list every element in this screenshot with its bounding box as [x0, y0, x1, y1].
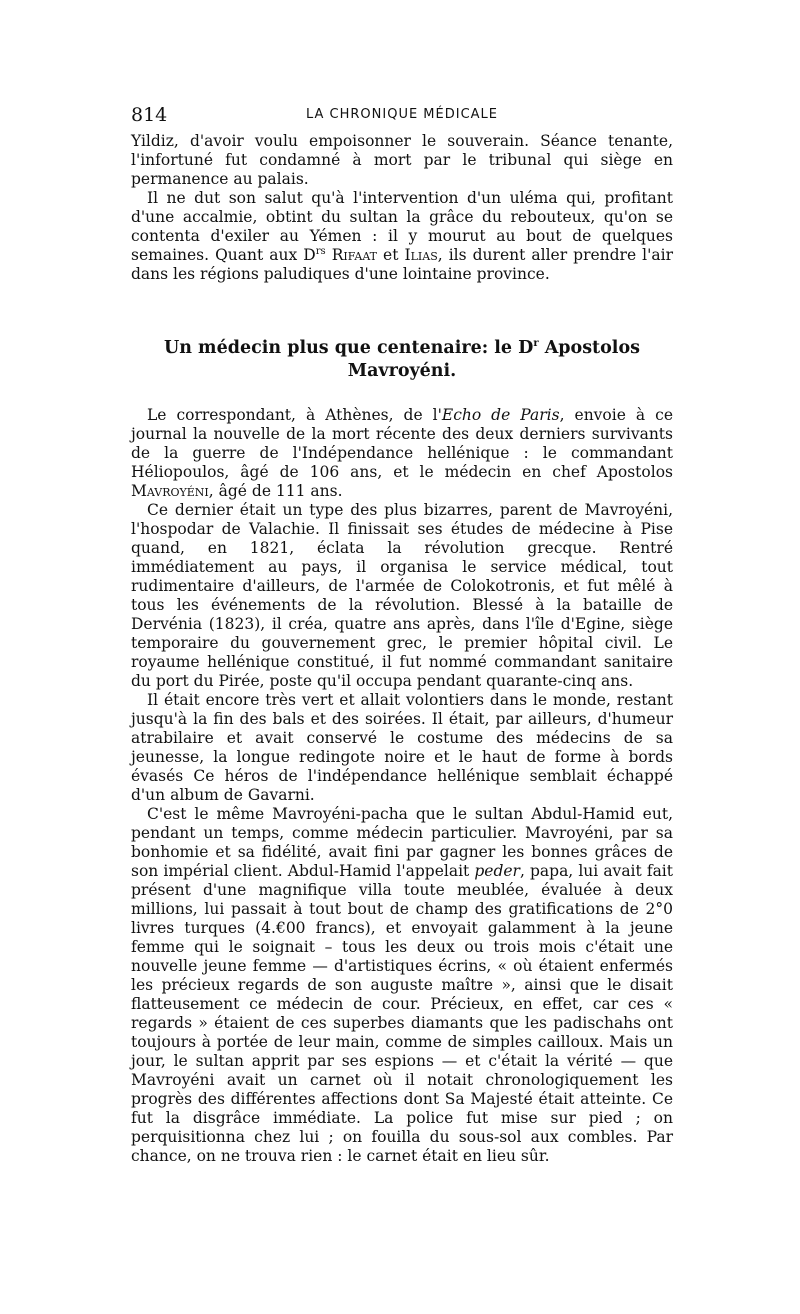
text-run: Il ne dut son salut qu'à l'intervention d'un uléma qui, profitant d'une accalmie, obtint du sultan la grâce du rebouteux, qu'on se contenta d'exiler au Yémen : il y mourut au bout de quelques semaines. Quant aux D: [131, 189, 673, 264]
paragraph: [131, 189, 673, 284]
text-run: , âgé de 111 ans.: [208, 482, 343, 500]
superscript: r: [533, 338, 539, 350]
paragraph: Ce dernier était un type des plus bizarres, parent de Mavroyéni, l'hospodar de Valachie. Il finissait ses études de médecine à Pise quand, en 1821, éclata la révolution grecque. Rentré immédiatement au pays, il organisa le service médical, tout rudimentaire d'ailleurs, de l'armée de Colokotronis, et fut mêlé à tous les événements de la révolution. Blessé à la bataille de Dervénia (1823), il créa, quatre ans après, dans l'île d'Egine, siège temporaire du gouvernement grec, le premier hôpital civil. Le royaume hellénique constitué, il fut nommé commandant sanitaire du port du Pirée, poste qu'il occupa pendant quarante-cinq ans.: [131, 501, 673, 690]
text-run: , ils durent aller prendre l'air dans les régions paludiques d'une lointaine province.: [131, 246, 673, 283]
text-run: , envoie à ce journal la nouvelle de la mort récente des deux derniers survivants de la guerre de l'Indépendance hellénique : le commandant Héliopoulos, âgé de 106 ans, et le médecin en chef Apostolos: [131, 406, 673, 481]
page-header: [131, 104, 673, 128]
paragraph: Il était encore très vert et allait volontiers dans le monde, restant jusqu'à la fin des bals et des soirées. Il était, par ailleurs, d'humeur atrabilaire et avait conservé le costume des médecins de sa jeunesse, la longue redingote noire et le haut de forme à bords évasés Ce héros de l'indépendance hellénique semblait échappé d'un album de Gavarni.: [131, 691, 673, 804]
article-body: [131, 406, 673, 1166]
title-text: Apostolos Mavroyéni.: [347, 338, 640, 381]
italic-word: peder: [474, 862, 520, 880]
name-small-caps: Ilias: [404, 246, 438, 264]
title-text: Un médecin plus que centenaire: le D: [163, 338, 534, 358]
text-run: , papa, lui avait fait présent d'une magnifique villa toute meublée, évaluée à deux millions, lui passait à tout bout de champ des gratifications de 2°0 livres turques (4.€00 francs), et envoyait galamment à la jeune femme qui le soignait – tous les deux ou trois mois c'était une nouvelle jeune femme — d'artistiques écrins, « où étaient enfermés les précieux regards de son auguste maître », ainsi que le disait flatteusement ce médecin de cour. Précieux, en effet, car ces « regards » étaient de ces superbes diamants que les padischahs ont toujours à portée de leur main, comme de simples cailloux. Mais un jour, le sultan apprit par ses espions — et c'était la vérité — que Mavroyéni avait un carnet où il notait chronologiquement les progrès des différentes affections dont Sa Majesté était atteinte. Ce fut la disgrâce immédiate. La police fut mise sur pied ; on perquisitionna chez lui ; on fouilla du sous-sol aux combles. Par chance, on ne trouva rien : le carnet était en lieu sûr.: [131, 862, 673, 1165]
text-run: Le correspondant, à Athènes, de l': [147, 406, 442, 424]
superscript: rs: [315, 245, 326, 257]
name-small-caps: Rifaat: [331, 246, 378, 264]
paragraph: [131, 805, 673, 1166]
text-run: et: [377, 246, 405, 264]
article-title: [131, 337, 673, 383]
paragraph: [131, 406, 673, 501]
page-number: 814: [131, 104, 168, 126]
previous-article-end: [131, 132, 673, 284]
name-small-caps: Mavroyéni: [131, 482, 209, 500]
text-run: C'est le même Mavroyéni-pacha que le sultan Abdul-Hamid eut, pendant un temps, comme médecin particulier. Mavroyéni, par sa bonhomie et sa fidélité, avait fini par gagner les bonnes grâces de son impérial client. Abdul-Hamid l'appelait: [131, 805, 673, 880]
running-title: LA CHRONIQUE MÉDICALE: [305, 107, 499, 122]
journal-name: Echo de Paris: [441, 406, 560, 424]
paragraph: Yildiz, d'avoir voulu empoisonner le souverain. Séance tenante, l'infortuné fut condamné à mort par le tribunal qui siège en permanence au palais.: [131, 132, 673, 188]
